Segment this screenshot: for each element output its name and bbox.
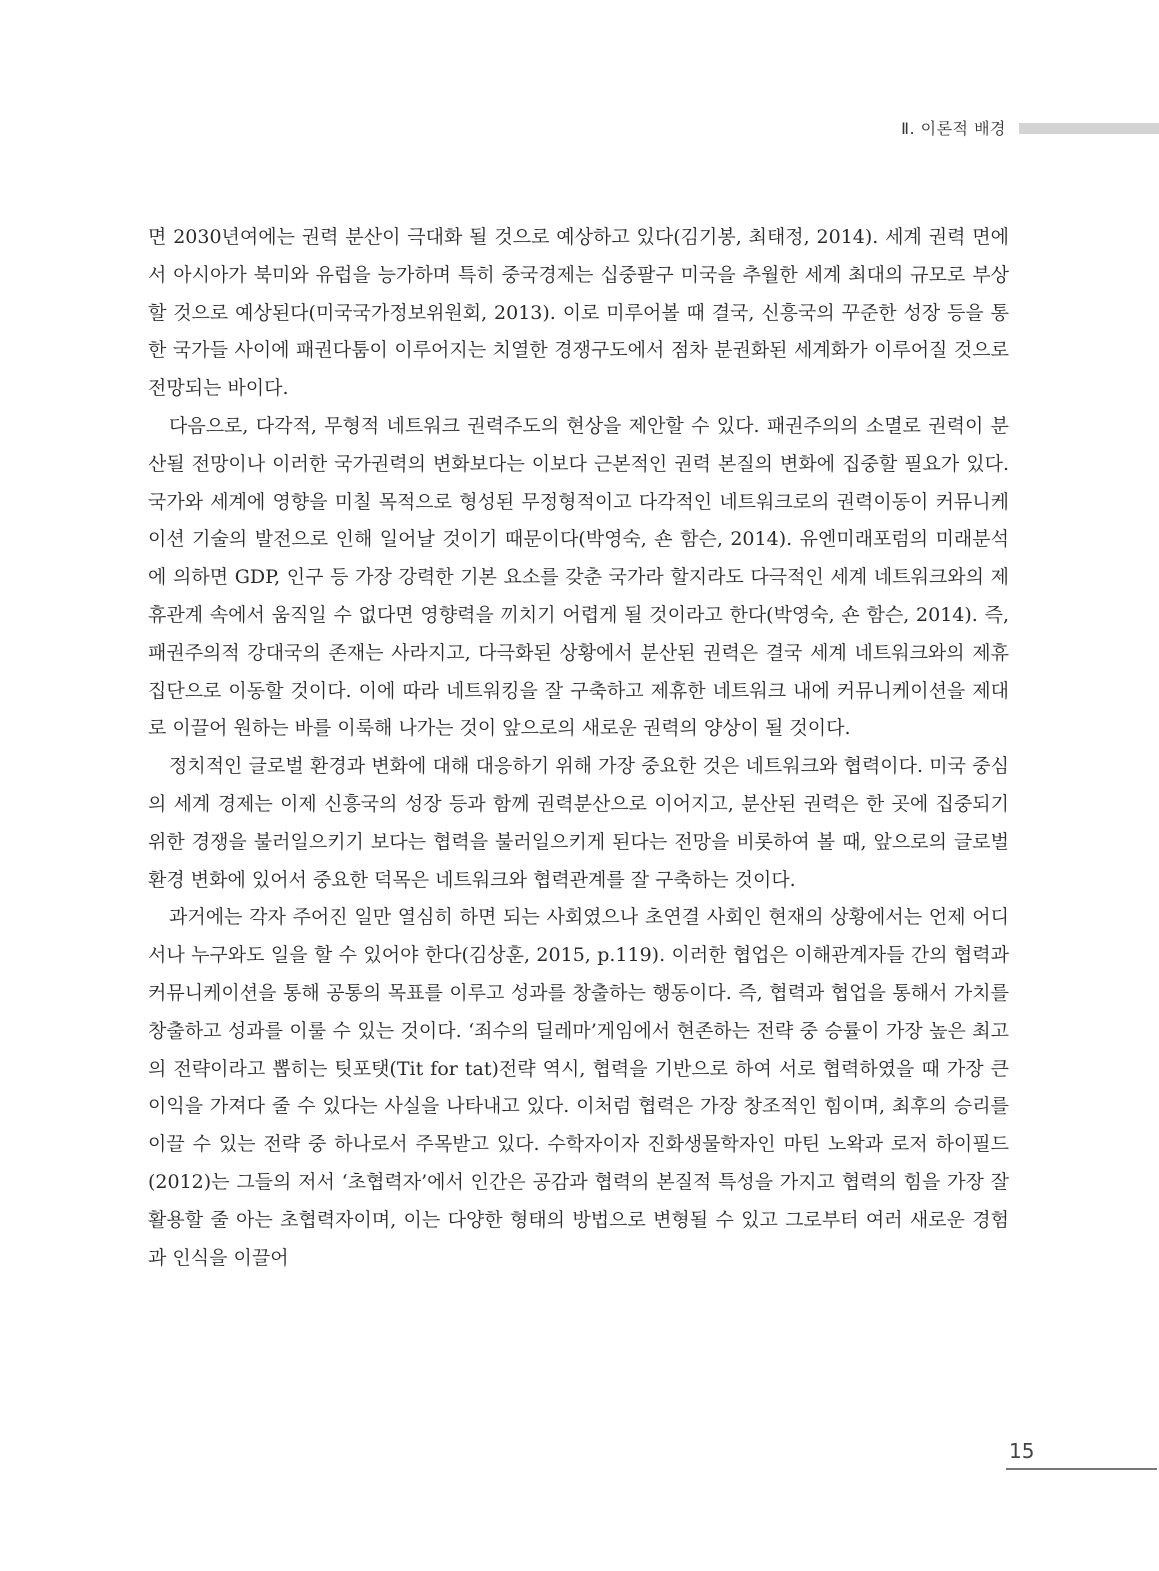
paragraph: 과거에는 각자 주어진 일만 열심히 하면 되는 사회였으나 초연결 사회인 현재의 상황에서는 언제 어디서나 누구와도 일을 할 수 있어야 한다(김상훈, 2015, p.119). 이러한 협업은 이해관계자들 간의 협력과 커뮤니케이션을 통해 공통의 목표를 이루고 성과를 창출하는 행동이다. 즉, 협력과 협업을 통해서 가치를 창출하고 성과를 이룰 수 있는 것이다. ‘죄수의 딜레마’게임에서 현존하는 전략 중 승률이 가장 높은 최고의 전략이라고 뽑히는 팃포탯(Tit for tat)전략 역시, 협력을 기반으로 하여 서로 협력하였을 때 가장 큰 이익을 가져다 줄 수 있다는 사실을 나타내고 있다. 이처럼 협력은 가장 창조적인 힘이며, 최후의 승리를 이끌 수 있는 전략 중 하나로서 주목받고 있다. 수학자이자 진화생물학자인 마틴 노왁과 로저 하이필드(2012)는 그들의 저서 ‘초협력자’에서 인간은 공감과 협력의 본질적 특성을 가지고 협력의 힘을 가장 잘 활용할 줄 아는 초협력자이며, 이는 다양한 형태의 방법으로 변형될 수 있고 그로부터 여러 새로운 경험과 인식을 이끌어: [148, 906, 1009, 1269]
paragraph: 다음으로, 다각적, 무형적 네트워크 권력주도의 현상을 제안할 수 있다. 패권주의의 소멸로 권력이 분산될 전망이나 이러한 국가권력의 변화보다는 이보다 근본적인 권력 본질의 변화에 집중할 필요가 있다. 국가와 세계에 영향을 미칠 목적으로 형성된 무정형적이고 다각적인 네트워크로의 권력이동이 커뮤니케이션 기술의 발전으로 인해 일어날 것이기 때문이다(박영숙, 숀 함슨, 2014). 유엔미래포럼의 미래분석에 의하면 GDP, 인구 등 가장 강력한 기본 요소를 갖춘 국가라 할지라도 다극적인 세계 네트워크와의 제휴관계 속에서 움직일 수 없다면 영향력을 끼치기 어렵게 될 것이라고 한다(박영숙, 숀 함슨, 2014). 즉, 패권주의적 강대국의 존재는 사라지고, 다극화된 상황에서 분산된 권력은 결국 세계 네트워크와의 제휴집단으로 이동할 것이다. 이에 따라 네트워킹을 잘 구축하고 제휴한 네트워크 내에 커뮤니케이션을 제대로 이끌어 원하는 바를 이룩해 나가는 것이 앞으로의 새로운 권력의 양상이 될 것이다.: [148, 414, 1009, 740]
header-accent-bar: [1019, 123, 1159, 134]
section-title: Ⅱ. 이론적 배경: [901, 119, 1006, 138]
paragraph: 정치적인 글로벌 환경과 변화에 대해 대응하기 위해 가장 중요한 것은 네트워크와 협력이다. 미국 중심의 세계 경제는 이제 신흥국의 성장 등과 함께 권력분산으로 이어지고, 분산된 권력은 한 곳에 집중되기 위한 경쟁을 불러일으키기 보다는 협력을 불러일으키게 된다는 전망을 비롯하여 볼 때, 앞으로의 글로벌 환경 변화에 있어서 중요한 덕목은 네트워크와 협력관계를 잘 구축하는 것이다.: [148, 755, 1009, 891]
footer-rule: [1006, 1468, 1157, 1470]
running-header: [0, 116, 1159, 144]
body-text: [148, 219, 1009, 1277]
paragraph-continued: 면 2030년여에는 권력 분산이 극대화 될 것으로 예상하고 있다(김기봉, 최태정, 2014). 세계 권력 면에서 아시아가 북미와 유럽을 능가하며 특히 중국경제는 십중팔구 미국을 추월한 세계 최대의 규모로 부상할 것으로 예상된다(미국국가정보위원회, 2013). 이로 미루어볼 때 결국, 신흥국의 꾸준한 성장 등을 통한 국가들 사이에 패권다툼이 이루어지는 치열한 경쟁구도에서 점차 분권화된 세계화가 이루어질 것으로 전망되는 바이다.: [148, 226, 1009, 400]
page-number: 15: [1009, 1439, 1035, 1463]
